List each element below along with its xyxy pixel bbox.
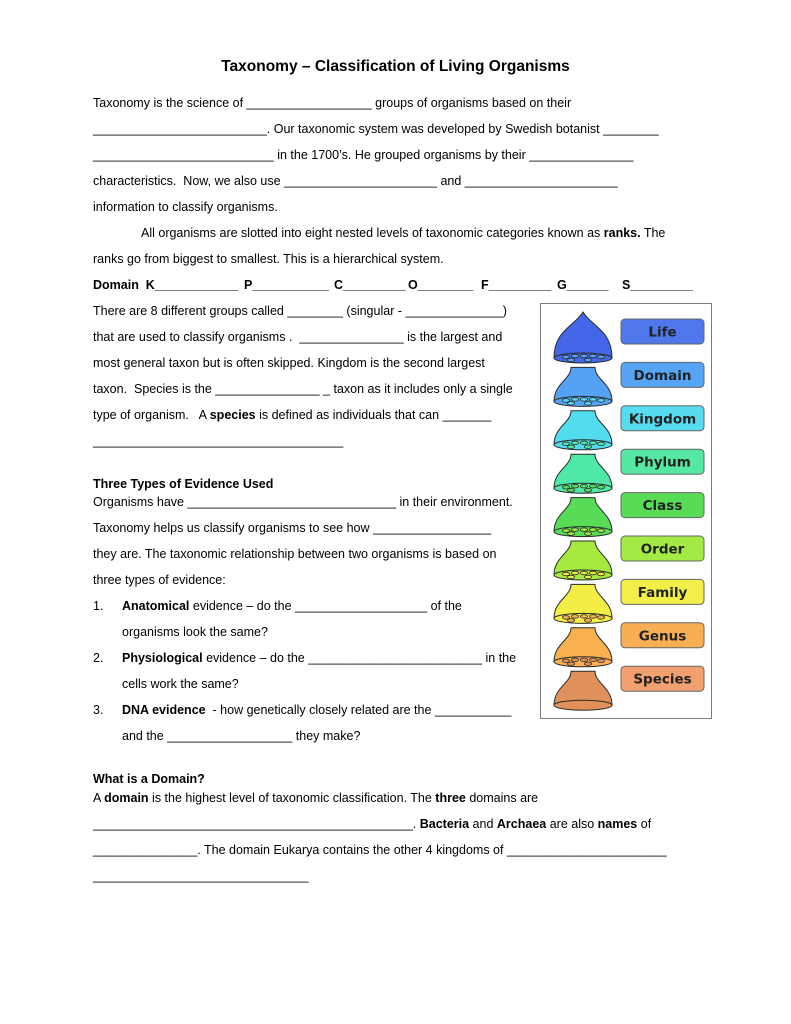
groups-text: type of organism. A — [93, 408, 210, 422]
domain-text: ______________________________________________. — [93, 817, 420, 831]
evidence-item-1-cont: organisms look the same? — [122, 625, 268, 639]
bell-level-1 — [554, 312, 612, 363]
nested-circle — [571, 441, 578, 445]
nested-circle — [580, 398, 587, 402]
nested-circle — [580, 484, 587, 488]
nested-circle — [589, 484, 596, 488]
domain-line-3: _______________. The domain Eukarya contains the other 4 kingdoms of _______________________ — [93, 843, 667, 857]
ranks-f: F_________ — [481, 278, 552, 292]
evidence-item-3 — [122, 702, 511, 718]
nested-circle — [580, 354, 587, 358]
nested-circle — [584, 488, 591, 492]
nested-circle — [567, 619, 574, 623]
nested-circle — [580, 528, 587, 532]
evidence-item-1 — [122, 598, 462, 614]
nested-circle — [589, 658, 596, 662]
bell-shape — [554, 312, 612, 358]
domain-line-2 — [93, 816, 651, 832]
intro-line-3: __________________________ in the 1700’s. He grouped organisms by their _______________ — [93, 148, 634, 162]
evidence-item-2-cont: cells work the same? — [122, 677, 239, 691]
domain-text: is the highest level of taxonomic classification. The — [148, 791, 436, 805]
term-archaea: Archaea — [496, 817, 547, 831]
domain-heading: What is a Domain? — [93, 772, 205, 786]
groups-line-2: that are used to classify organisms . _______________ is the largest and — [93, 330, 503, 344]
intro-line-4: characteristics. Now, we also use ______________________ and ______________________ — [93, 174, 618, 188]
evidence-item-text: evidence – do the ___________________ of the — [189, 599, 462, 613]
bell-level-6 — [554, 541, 612, 580]
page-title: Taxonomy – Classification of Living Organisms — [221, 58, 570, 75]
ranks-p: P___________ — [244, 278, 329, 292]
intro-line-1: Taxonomy is the science of __________________ groups of organisms based on their — [93, 96, 572, 110]
nested-circle — [589, 615, 596, 619]
bell-rim — [554, 700, 612, 710]
rank-box-kingdom — [621, 406, 704, 431]
ranks-s: S_________ — [622, 278, 693, 292]
nested-circle — [571, 571, 578, 575]
nested-circle — [589, 398, 596, 402]
term-names: names — [597, 817, 638, 831]
nested-circle — [567, 358, 574, 362]
bell-level-7 — [554, 584, 612, 623]
rank-box-class — [621, 493, 704, 518]
ranks-o: O________ — [408, 278, 474, 292]
intro-line-2: _________________________. Our taxonomic system was developed by Swedish botanist ________ — [93, 122, 659, 136]
nested-circle — [571, 354, 578, 358]
intro-text: All organisms are slotted into eight nested levels of taxonomic categories known as — [141, 226, 604, 240]
nested-circle — [571, 528, 578, 532]
rank-box-phylum — [621, 449, 704, 474]
term-ranks: ranks. — [603, 226, 641, 240]
intro-line-6 — [141, 225, 665, 241]
taxonomy-ranks-diagram — [540, 303, 712, 719]
nested-circle — [597, 442, 604, 446]
bell-level-8 — [554, 628, 612, 667]
domain-text: of — [637, 817, 652, 831]
rank-box-order — [621, 536, 704, 561]
rank-label-genus: Genus — [638, 628, 687, 645]
nested-bells-illustration — [541, 304, 713, 720]
nested-circle — [580, 571, 587, 575]
nested-circle — [584, 532, 591, 536]
nested-circle — [584, 662, 591, 666]
evidence-item-number: 2. — [93, 651, 104, 665]
nested-circle — [567, 402, 574, 406]
nested-circle — [584, 575, 591, 579]
nested-circle — [580, 441, 587, 445]
ranks-g: G______ — [557, 278, 609, 292]
nested-circle — [597, 659, 604, 663]
evidence-item-text: evidence – do the _________________________ in the — [202, 651, 517, 665]
groups-text: is defined as individuals that can _______ — [255, 408, 492, 422]
nested-circle — [571, 484, 578, 488]
nested-circle — [597, 355, 604, 359]
nested-circle — [567, 445, 574, 449]
nested-circle — [584, 402, 591, 406]
bell-level-5 — [554, 498, 612, 537]
rank-label-phylum: Phylum — [634, 454, 691, 471]
bell-level-9 — [554, 671, 612, 710]
rank-box-genus — [621, 623, 704, 648]
domain-text: are also — [546, 817, 598, 831]
rank-label-kingdom: Kingdom — [628, 411, 697, 428]
intro-text: The — [640, 226, 666, 240]
groups-line-5 — [93, 407, 491, 423]
evidence-item-2 — [122, 650, 516, 666]
domain-text: domains are — [465, 791, 539, 805]
intro-line-5: information to classify organisms. — [93, 200, 278, 214]
evidence-item-number: 1. — [93, 599, 104, 613]
term-domain: domain — [104, 791, 149, 805]
domain-line-1 — [93, 790, 538, 806]
domain-text: A — [93, 791, 105, 805]
nested-circle — [580, 658, 587, 662]
evidence-item-text: - how genetically closely related are the ___________ — [205, 703, 512, 717]
evidence-line-3: they are. The taxonomic relationship between two organisms is based on — [93, 547, 497, 561]
term-bacteria: Bacteria — [419, 817, 470, 831]
rank-label-order: Order — [640, 541, 685, 558]
term-species: species — [209, 408, 256, 422]
nested-circle — [589, 571, 596, 575]
evidence-line-2: Taxonomy helps us classify organisms to see how _________________ — [93, 521, 492, 535]
nested-circle — [580, 615, 587, 619]
evidence-item-number: 3. — [93, 703, 104, 717]
rank-box-life — [621, 319, 704, 344]
rank-label-domain: Domain — [633, 367, 692, 384]
bell-level-2 — [554, 367, 612, 406]
ranks-domain-k: Domain K____________ — [93, 278, 239, 292]
rank-label-life: Life — [648, 324, 677, 341]
intro-line-7: ranks go from biggest to smallest. This is a hierarchical system. — [93, 252, 444, 266]
nested-circle — [567, 575, 574, 579]
evidence-heading: Three Types of Evidence Used — [93, 477, 274, 491]
nested-circle — [567, 488, 574, 492]
nested-circle — [567, 662, 574, 666]
rank-label-family: Family — [637, 584, 688, 601]
nested-circle — [597, 485, 604, 489]
nested-circle — [584, 358, 591, 362]
ranks-c: C_________ — [334, 278, 406, 292]
rank-box-family — [621, 579, 704, 604]
nested-circle — [567, 532, 574, 536]
groups-line-3: most general taxon but is often skipped. Kingdom is the second largest — [93, 356, 485, 370]
nested-circle — [571, 398, 578, 402]
bell-level-4 — [554, 454, 612, 493]
rank-box-domain — [621, 362, 704, 387]
nested-circle — [597, 399, 604, 403]
nested-circle — [589, 441, 596, 445]
evidence-line-4: three types of evidence: — [93, 573, 226, 587]
nested-circle — [571, 658, 578, 662]
evidence-item-3-cont: and the __________________ they make? — [122, 729, 361, 743]
term-physiological: Physiological — [122, 651, 203, 665]
term-dna-evidence: DNA evidence — [122, 703, 206, 717]
term-three: three — [435, 791, 466, 805]
rank-label-species: Species — [633, 671, 692, 688]
groups-line-4: taxon. Species is the _______________ _ taxon as it includes only a single — [93, 382, 513, 396]
groups-line-1: There are 8 different groups called ________ (singular - ______________) — [93, 304, 507, 318]
nested-circle — [571, 615, 578, 619]
nested-circle — [597, 529, 604, 533]
evidence-line-1: Organisms have ______________________________ in their environment. — [93, 495, 513, 509]
groups-line-6: ____________________________________ — [93, 434, 344, 448]
rank-box-species — [621, 666, 704, 691]
nested-circle — [584, 619, 591, 623]
domain-text: and — [469, 817, 497, 831]
nested-circle — [584, 445, 591, 449]
nested-circle — [589, 354, 596, 358]
nested-circle — [597, 572, 604, 576]
domain-line-4: _______________________________ — [93, 869, 309, 883]
term-anatomical: Anatomical — [122, 599, 190, 613]
nested-circle — [597, 616, 604, 620]
nested-circle — [589, 528, 596, 532]
rank-label-class: Class — [642, 498, 683, 515]
bell-level-3 — [554, 411, 612, 450]
